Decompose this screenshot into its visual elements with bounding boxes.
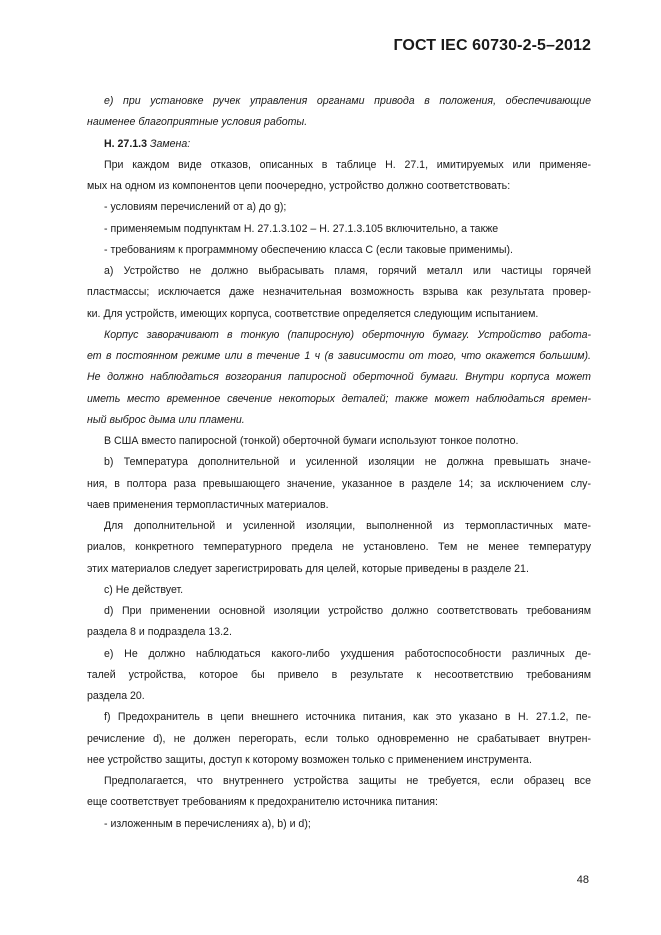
document-header: ГОСТ IEC 60730-2-5–2012 [393,37,591,54]
clause-number: Н. 27.1.3 [104,137,147,150]
text-line: нее устройство защиты, доступ к которому возможен только с применением инструмента. [87,753,532,766]
clause-heading: Замена: [147,137,191,150]
text-line: речисление d), не должен перегорать, если только одновременно не срабатывает внутрен- [87,732,591,745]
text-line: еще соответствует требованиям к предохранителю источника питания: [87,796,438,809]
text-line: - условиям перечислений от a) до g); [104,201,287,214]
text-line: ет в постоянном режиме или в течение 1 ч (в зависимости от того, что окажется большим). [87,350,591,362]
text-line: f) Предохранитель в цепи внешнего источника питания, как это указано в Н. 27.1.2, пе- [104,711,591,724]
text-line: этих материалов следует зарегистрировать для целей, которые приведены в разделе 21. [87,562,529,575]
text-line [87,134,591,155]
text-line: раздела 20. [87,690,145,702]
text-line: раздела 8 и подраздела 13.2. [87,626,232,639]
text-line: - требованиям к программному обеспечению класса С (если таковые применимы). [104,243,513,256]
text-line: - изложенным в перечислениях a), b) и d); [104,817,311,830]
text-line: Предполагается, что внутреннего устройства защиты не требуется, если образец все [104,775,591,787]
text-line: Корпус заворачивают в тонкую (папиросную) оберточную бумагу. Устройство работа- [104,328,591,341]
text-line: e) при установке ручек управления органами привода в положения, обеспечивающие [104,95,591,107]
text-line: ния, в полтора раза превышающего значение, указанное в разделе 14; за исключением слу- [87,477,591,490]
text-line: риалов, конкретного температурного предела не установлено. Тем не менее температуру [87,541,591,554]
text-line: c) Не действует. [104,583,184,596]
text-line: При каждом виде отказов, описанных в таблице Н. 27.1, имитируемых или применяе- [104,158,591,171]
text-line: - применяемым подпунктам Н. 27.1.3.102 – Н. 27.1.3.105 включительно, а также [104,222,499,235]
text-line: пластмассы; исключается даже незначительная возможность взрыва как результата провер- [87,286,591,299]
document-body [87,91,591,835]
text-line: Не должно наблюдаться возгорания папиросной оберточной бумаги. Внутри корпуса может [87,371,591,384]
text-line: чаев применения термопластичных материалов. [87,498,329,511]
text-line: b) Температура дополнительной и усиленной изоляции не должна превышать значе- [104,456,591,469]
text-line: талей устройства, которое бы привело в результате к несоответствию требованиям [87,668,591,681]
text-line: Для дополнительной и усиленной изоляции, выполненной из термопластичных мате- [104,520,591,532]
text-line: наименее благоприятные условия работы. [87,116,308,129]
text-line: ки. Для устройств, имеющих корпуса, соответствие определяется следующим испытанием. [87,307,539,320]
text-line: мых на одном из компонентов цепи поочередно, устройство должно соответствовать: [87,180,511,192]
text-line: e) Не должно наблюдаться какого-либо ухудшения работоспособности различных де- [104,647,591,660]
text-line: иметь место временное свечение некоторых деталей; также может наблюдаться времен- [87,392,591,405]
text-line: В США вместо папиросной (тонкой) оберточной бумаги используют тонкое полотно. [104,435,519,447]
text-line: d) При применении основной изоляции устройство должно соответствовать требованиям [104,605,591,617]
text-line: ный выброс дыма или пламени. [87,413,245,426]
text-line: a) Устройство не должно выбрасывать пламя, горячий металл или частицы горячей [104,265,591,277]
page-number: 48 [576,874,589,886]
